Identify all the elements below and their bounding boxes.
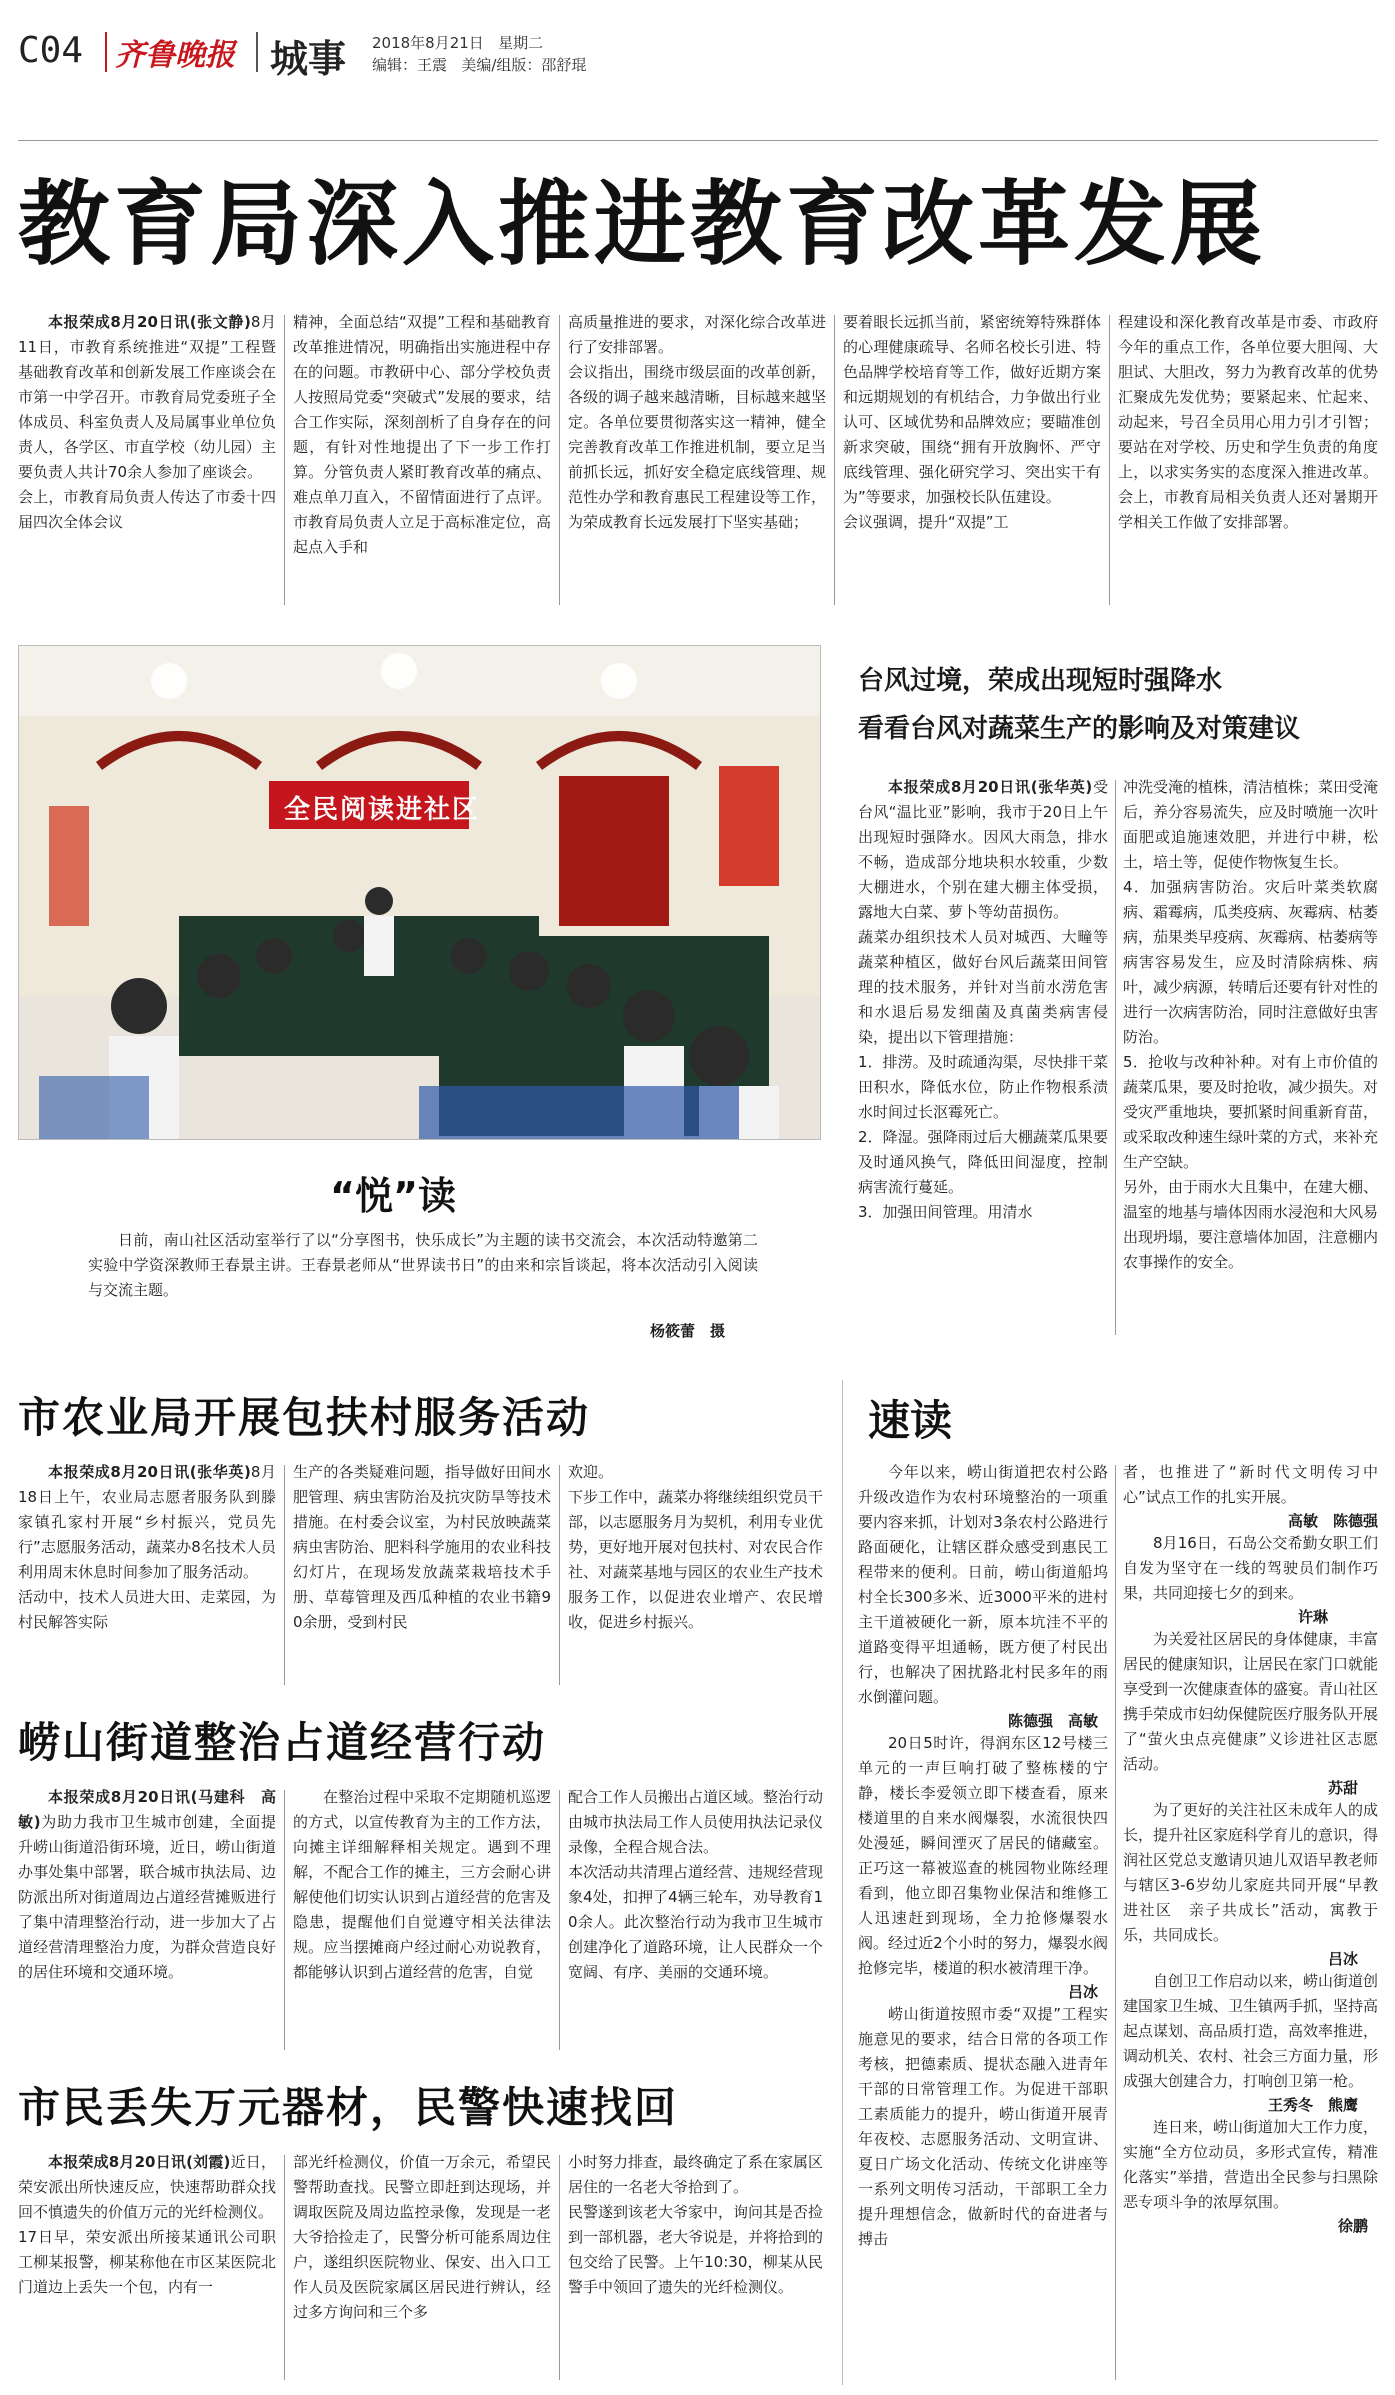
photo-illustration [19, 646, 821, 1140]
brief-signature-5: 苏甜 [1327, 1779, 1358, 1797]
article3-headline: 市农业局开展包扶村服务活动 [18, 1393, 591, 1442]
article5-col1-text [18, 2150, 276, 2300]
article1-col1 [18, 310, 276, 610]
brief-item-1: 今年以来，崂山街道把农村公路升级改造作为农村环境整治的一项重要内容来抓，计划对3条农村公路进行路面硬化，让辖区群众感受到惠民工程带来的便利。日前，崂山街道船坞村全长300多米、近3000平米的进村主干道被硬化一新，原本坑洼不平的道路变得平坦通畅，既方便了村民出行，也解决了困扰路北村民多年的雨水倒灌问题。 [858, 1463, 1108, 1706]
brief-item-5: 为关爱社区居民的身体健康，丰富居民的健康知识，让居民在家门口就能享受到一次健康查体的盛宴。青山社区携手荣成市妇幼保健院医疗服务队开展了“萤火虫点亮健康”义诊进社区志愿活动。 [1123, 1630, 1378, 1773]
date-text: 2018年8月21日 [372, 34, 484, 52]
article5-col1-body: 近日，荣安派出所快速反应，快速帮助群众找回不慎遗失的价值万元的光纤检测仪。 17日早，荣安派出所接某通讯公司职工柳某报警，柳某称他在市区某医院北门道边上丢失一个包，内有一 [18, 2153, 276, 2296]
article5-col3 [568, 2150, 823, 2385]
article2-col2 [1123, 775, 1378, 1340]
article1-col2-text: 精神，全面总结“双提”工程和基础教育改革推进情况，明确指出实施进程中存在的问题。市教研中心、部分学校负责人按照局党委“突破式”发展的要求，结合工作实际，深刻剖析了自身存在的问题，有针对性地提出了下一步工作打算。分管负责人紧盯教育改革的痛点、难点单刀直入，不留情面进行了点评。市教育局负责人立足于高标准定位，高起点入手和 [293, 313, 551, 556]
article1-col5 [1118, 310, 1378, 610]
col-divider [284, 2155, 285, 2380]
article4-headline: 崂山街道整治占道经营行动 [18, 1718, 547, 1767]
article3-col2 [293, 1460, 551, 1690]
header-divider-2 [256, 32, 258, 72]
article4-col1-body: 为助力我市卫生城市创建，全面提升崂山街道沿街环境，近日，崂山街道办事处集中部署，联合城市执法局、边防派出所对街道周边占道经营摊贩进行了集中清理整治行动，进一步加大了占道经营清理整治力度，为群众营造良好的居住环境和交通环境。 [18, 1813, 276, 1981]
article5-headline: 市民丢失万元器材，民警快速找回 [18, 2083, 679, 2132]
issue-date [372, 32, 543, 53]
col-divider [559, 1465, 560, 1685]
col-divider [559, 1790, 560, 2050]
brief-signature-3: 高敏 陈德强 [1287, 1512, 1378, 1530]
article2-col1-body: 受台风“温比亚”影响，我市于20日上午出现短时强降水。因风大雨急，排水不畅，造成部分地块积水较重，少数大棚进水，个别在建大棚主体受损，露地大白菜、萝卜等幼苗损伤。 蔬菜办组织技术人员对城西、大疃等蔬菜种植区，做好台风后蔬菜田间管理的技术服务，并针对当前水涝危害和水退后易发细菌及真菌类病害侵染，提出以下管理措施： 1．排涝。及时疏通沟渠，尽快排干菜田积水，降低水位，防止作物根系渍水时间过长沤霉死亡。 2．降湿。强降雨过后大棚蔬菜瓜果要及时通风换气，降低田间湿度，控制病害流行蔓延。 3．加强田间管理。用清水 [858, 778, 1108, 1221]
article5-col2 [293, 2150, 551, 2385]
editor-credits [372, 54, 586, 75]
article3-col3-text: 欢迎。 下步工作中，蔬菜办将继续组织党员干部，以志愿服务月为契机，利用专业优势，更好地开展对包扶村、对农民合作社、对蔬菜基地与园区的农业生产技术服务工作，以促进农业增产、农民增收，促进乡村振兴。 [568, 1463, 823, 1631]
col-divider [284, 1465, 285, 1685]
col-divider [284, 315, 285, 605]
editor-text: 编辑：王震 [372, 56, 448, 74]
brief-item-8: 连日来，崂山街道加大工作力度，实施“全方位动员，多形式宣传，精准化落实”举措，营造出全民参与扫黑除恶专项斗争的浓厚氛围。 [1123, 2118, 1378, 2211]
article3-col3 [568, 1460, 823, 1690]
brief-signature-6: 吕冰 [1327, 1950, 1358, 1968]
article5-byline: 本报荣成8月20日讯(刘霞) [48, 2153, 231, 2171]
article3-col1-body: 8月18日上午，农业局志愿者服务队到滕家镇孔家村开展“乡村振兴，党员先行”志愿服务活动，蔬菜办8名技术人员利用周末休息时间参加了服务活动。 活动中，技术人员进大田、走菜园，为村民解答实际 [18, 1463, 276, 1631]
article5-col3-text: 小时努力排查，最终确定了系在家属区居住的一名老大爷拾到了。 民警遂到该老大爷家中，询问其是否捡到一部机器，老大爷说是，并将拾到的包交给了民警。上午10:30，柳某从民警手中领回了遗失的光纤检测仪。 [568, 2153, 823, 2296]
article3-col2-text: 生产的各类疑难问题，指导做好田间水肥管理、病虫害防治及抗灾防旱等技术措施。在村委会议室，为村民放映蔬菜病虫害防治、肥料科学施用的农业科技幻灯片，在现场发放蔬菜栽培技术手册、草莓管理及西瓜种植的农业书籍90余册，受到村民 [293, 1463, 551, 1631]
article2-headline-1: 台风过境，荣成出现短时强降水 [858, 666, 1223, 696]
col-divider [559, 315, 560, 605]
photo-caption [88, 1228, 758, 1303]
photo-title: “悦”读 [330, 1174, 456, 1218]
brief-signature-1: 陈德强 高敏 [1007, 1712, 1098, 1730]
article1-col1-body: 8月11日，市教育系统推进“双提”工程暨基础教育改革和创新发展工作座谈会在市第一中学召开。市教育局党委班子全体成员、科室负责人及局属事业单位负责人，各学区、市直学校（幼儿园）主要负责人共计70余人参加了座谈会。 会上，市教育局负责人传达了市委十四届四次全体会议 [18, 313, 276, 531]
article4-col3 [568, 1785, 823, 2055]
brief-signature-4: 许琳 [1297, 1608, 1328, 1626]
page-number: C04 [18, 30, 84, 71]
col-divider [559, 2155, 560, 2380]
col-divider [284, 1790, 285, 2050]
brief-item-7: 自创卫工作启动以来，崂山街道创建国家卫生城、卫生镇两手抓，坚持高起点谋划、高品质打造，高效率推进，调动机关、农村、社会三方面力量，形成强大创建合力，打响创卫第一枪。 [1123, 1972, 1378, 2090]
brief-item-3: 崂山街道按照市委“双提”工程实施意见的要求，结合日常的各项工作考核，把德素质、提状态融入进青年干部的日常管理工作。为促进干部职工素质能力的提升，崂山街道开展青年夜校、志愿服务活动、文明宣讲、夏日广场文化活动、传统文化讲座等一系列文明传习活动，干部职工全力提升理想信念，做新时代的奋进者与搏击 [858, 2005, 1108, 2248]
brief-item-2: 20日5时许，得润东区12号楼三单元的一声巨响打破了整栋楼的宁静，楼长李爱领立即下楼查看，原来楼道里的自来水阀爆裂，水流很快四处漫延，瞬间湮灭了居民的储藏室。正巧这一幕被巡查的桃园物业陈经理看到，他立即召集物业保洁和维修工人迅速赶到现场，全力抢修爆裂水阀。经过近2个小时的努力，爆裂水阀抢修完毕，楼道的积水被清理干净。 [858, 1734, 1108, 1977]
header-rule [18, 140, 1378, 141]
article2-col2-text: 冲洗受淹的植株，清洁植株；菜田受淹后，养分容易流失，应及时喷施一次叶面肥或追施速效肥，并进行中耕，松土，培土等，促使作物恢复生长。 4．加强病害防治。灾后叶菜类软腐病、霜霉病，瓜类疫病、灰霉病、枯萎病，茄果类早疫病、灰霉病、枯萎病等病害容易发生，应及时清除病株、病叶，减少病源，转晴后还要有针对性的进行一次病害防治，同时注意做好虫害防治。 5．抢收与改种补种。对有上市价值的蔬菜瓜果，要及时抢收，减少损失。对受灾严重地块，要抓紧时间重新育苗，或采取改种速生绿叶菜的方式，来补充生产空缺。 另外，由于雨水大且集中，在建大棚、温室的地基与墙体因雨水浸泡和大风易出现坍塌，要注意墙体加固，注意棚内农事操作的安全。 [1123, 778, 1378, 1271]
article2-col1 [858, 775, 1108, 1340]
col-divider [1115, 780, 1116, 1335]
section-title: 城事 [270, 37, 347, 81]
photo-banner-text: 全民阅读进社区 [284, 795, 481, 825]
article3-byline: 本报荣成8月20日讯(张华英) [48, 1463, 251, 1481]
section-divider [842, 1380, 843, 2385]
article1-byline: 本报荣成8月20日讯(张文静) [48, 313, 251, 331]
article1-col2 [293, 310, 551, 610]
col-divider [1109, 315, 1110, 605]
brief-item-6: 为了更好的关注社区未成年人的成长，提升社区家庭科学育儿的意识，得润社区党总支邀请贝迪儿双语早教老师与辖区3-6岁幼儿家庭共同开展“早教进社区 亲子共成长”活动，寓教于乐，共同成长。 [1123, 1801, 1378, 1944]
col-divider [834, 315, 835, 605]
article1-col5-text: 程建设和深化教育改革是市委、市政府今年的重点工作，各单位要大胆闯、大胆试、大胆改，努力为教育改革的优势汇聚成先发优势；要紧起来、忙起来、动起来，号召全员用心用力引才引智；要站在对学校、历史和学生负责的角度上，以求实务实的态度深入推进改革。会上，市教育局相关负责人还对暑期开学相关工作做了安排部署。 [1118, 313, 1378, 531]
article4-col2 [293, 1785, 551, 2055]
weekday-text: 星期二 [498, 34, 544, 52]
article5-col2-text: 部光纤检测仪，价值一万余元，希望民警帮助查找。民警立即赶到达现场，并调取医院及周边监控录像，发现是一老大爷拾捡走了，民警分析可能系周边住户，遂组织医院物业、保安、出入口工作人员及医院家属区居民进行辨认，经过多方询问和三个多 [293, 2153, 551, 2321]
article5-col1 [18, 2150, 276, 2385]
article1-col3 [568, 310, 826, 610]
article1-headline: 教育局深入推进教育改革发展 [18, 171, 1267, 278]
col-divider [1115, 1465, 1116, 2380]
brief-signature-7: 王秀冬 熊鹰 [1267, 2096, 1358, 2114]
brief-signature-8: 徐鹏 [1337, 2217, 1368, 2235]
article3-col1 [18, 1460, 276, 1690]
brief-news-title: 速读 [868, 1396, 953, 1445]
header-divider [105, 32, 107, 72]
brief-item-3-cont: 者，也推进了“新时代文明传习中心”试点工作的扎实开展。 [1123, 1463, 1378, 1506]
article4-col1-text [18, 1785, 276, 1985]
brief-signature-2: 吕冰 [1067, 1983, 1098, 2001]
article1-col4 [843, 310, 1101, 610]
paper-logo: 齐鲁晚报 [115, 38, 235, 73]
brief-news-col2 [1123, 1460, 1378, 2385]
article4-byline: 本报荣成8月20日讯(马建科 高敏) [18, 1788, 276, 1831]
article4-col1 [18, 1785, 276, 2055]
article1-col1-text [18, 310, 276, 535]
photo-caption-text: 日前，南山社区活动室举行了以“分享图书，快乐成长”为主题的读书交流会，本次活动特邀第二实验中学资深教师王春景主讲。王春景老师从“世界读书日”的由来和宗旨谈起，将本次活动引入阅读与交流主题。 [88, 1231, 758, 1299]
article1-col3-text: 高质量推进的要求，对深化综合改革进行了安排部署。 会议指出，围绕市级层面的改革创新，各级的调子越来越清晰，目标越来越坚定。各单位要贯彻落实这一精神，健全完善教育改革工作推进机制，要立足当前抓长远，抓好安全稳定底线管理、规范性办学和教育惠民工程建设等工作，为荣成教育长远发展打下坚实基础； [568, 313, 826, 531]
brief-news-col1 [858, 1460, 1108, 2385]
article2-headline-2: 看看台风对蔬菜生产的影响及对策建议 [858, 714, 1301, 744]
designer-text: 美编/组版：邵舒琨 [461, 56, 587, 74]
article4-col3-text: 配合工作人员搬出占道区域。整治行动由城市执法局工作人员使用执法记录仪录像，全程合规合法。 本次活动共清理占道经营、违规经营现象4处，扣押了4辆三轮车，劝导教育10余人。此次整治行动为我市卫生城市创建净化了道路环境，让人民群众一个宽阔、有序、美丽的交通环境。 [568, 1788, 823, 1981]
article4-col2-text: 在整治过程中采取不定期随机巡逻的方式，以宣传教育为主的工作方法，向摊主详细解释相关规定。遇到不理解，不配合工作的摊主，三方会耐心讲解使他们切实认识到占道经营的危害及隐患，提醒他们自觉遵守相关法律法规。应当摆摊商户经过耐心劝说教育，都能够认识到占道经营的危害，自觉 [293, 1788, 551, 1981]
article1-col4-text: 要着眼长远抓当前，紧密统筹特殊群体的心理健康疏导、名师名校长引进、特色品牌学校培育等工作，做好近期方案和远期规划的有机结合，力争做出行业认可、区域优势和品牌效应；要瞄准创新求突破，围绕“拥有开放胸怀、严守底线管理、强化研究学习、突出实干有为”等要求，加强校长队伍建设。 会议强调，提升“双提”工 [843, 313, 1101, 531]
article2-byline: 本报荣成8月20日讯(张华英) [888, 778, 1093, 796]
page-header [0, 0, 1395, 90]
news-photo [18, 645, 821, 1140]
article2-col1-text [858, 775, 1108, 1225]
article3-col1-text [18, 1460, 276, 1635]
photo-credit: 杨筱蕾 摄 [650, 1322, 726, 1340]
brief-item-4: 8月16日，石岛公交希勤女职工们自发为坚守在一线的驾驶员们制作巧果，共同迎接七夕的到来。 [1123, 1534, 1378, 1602]
